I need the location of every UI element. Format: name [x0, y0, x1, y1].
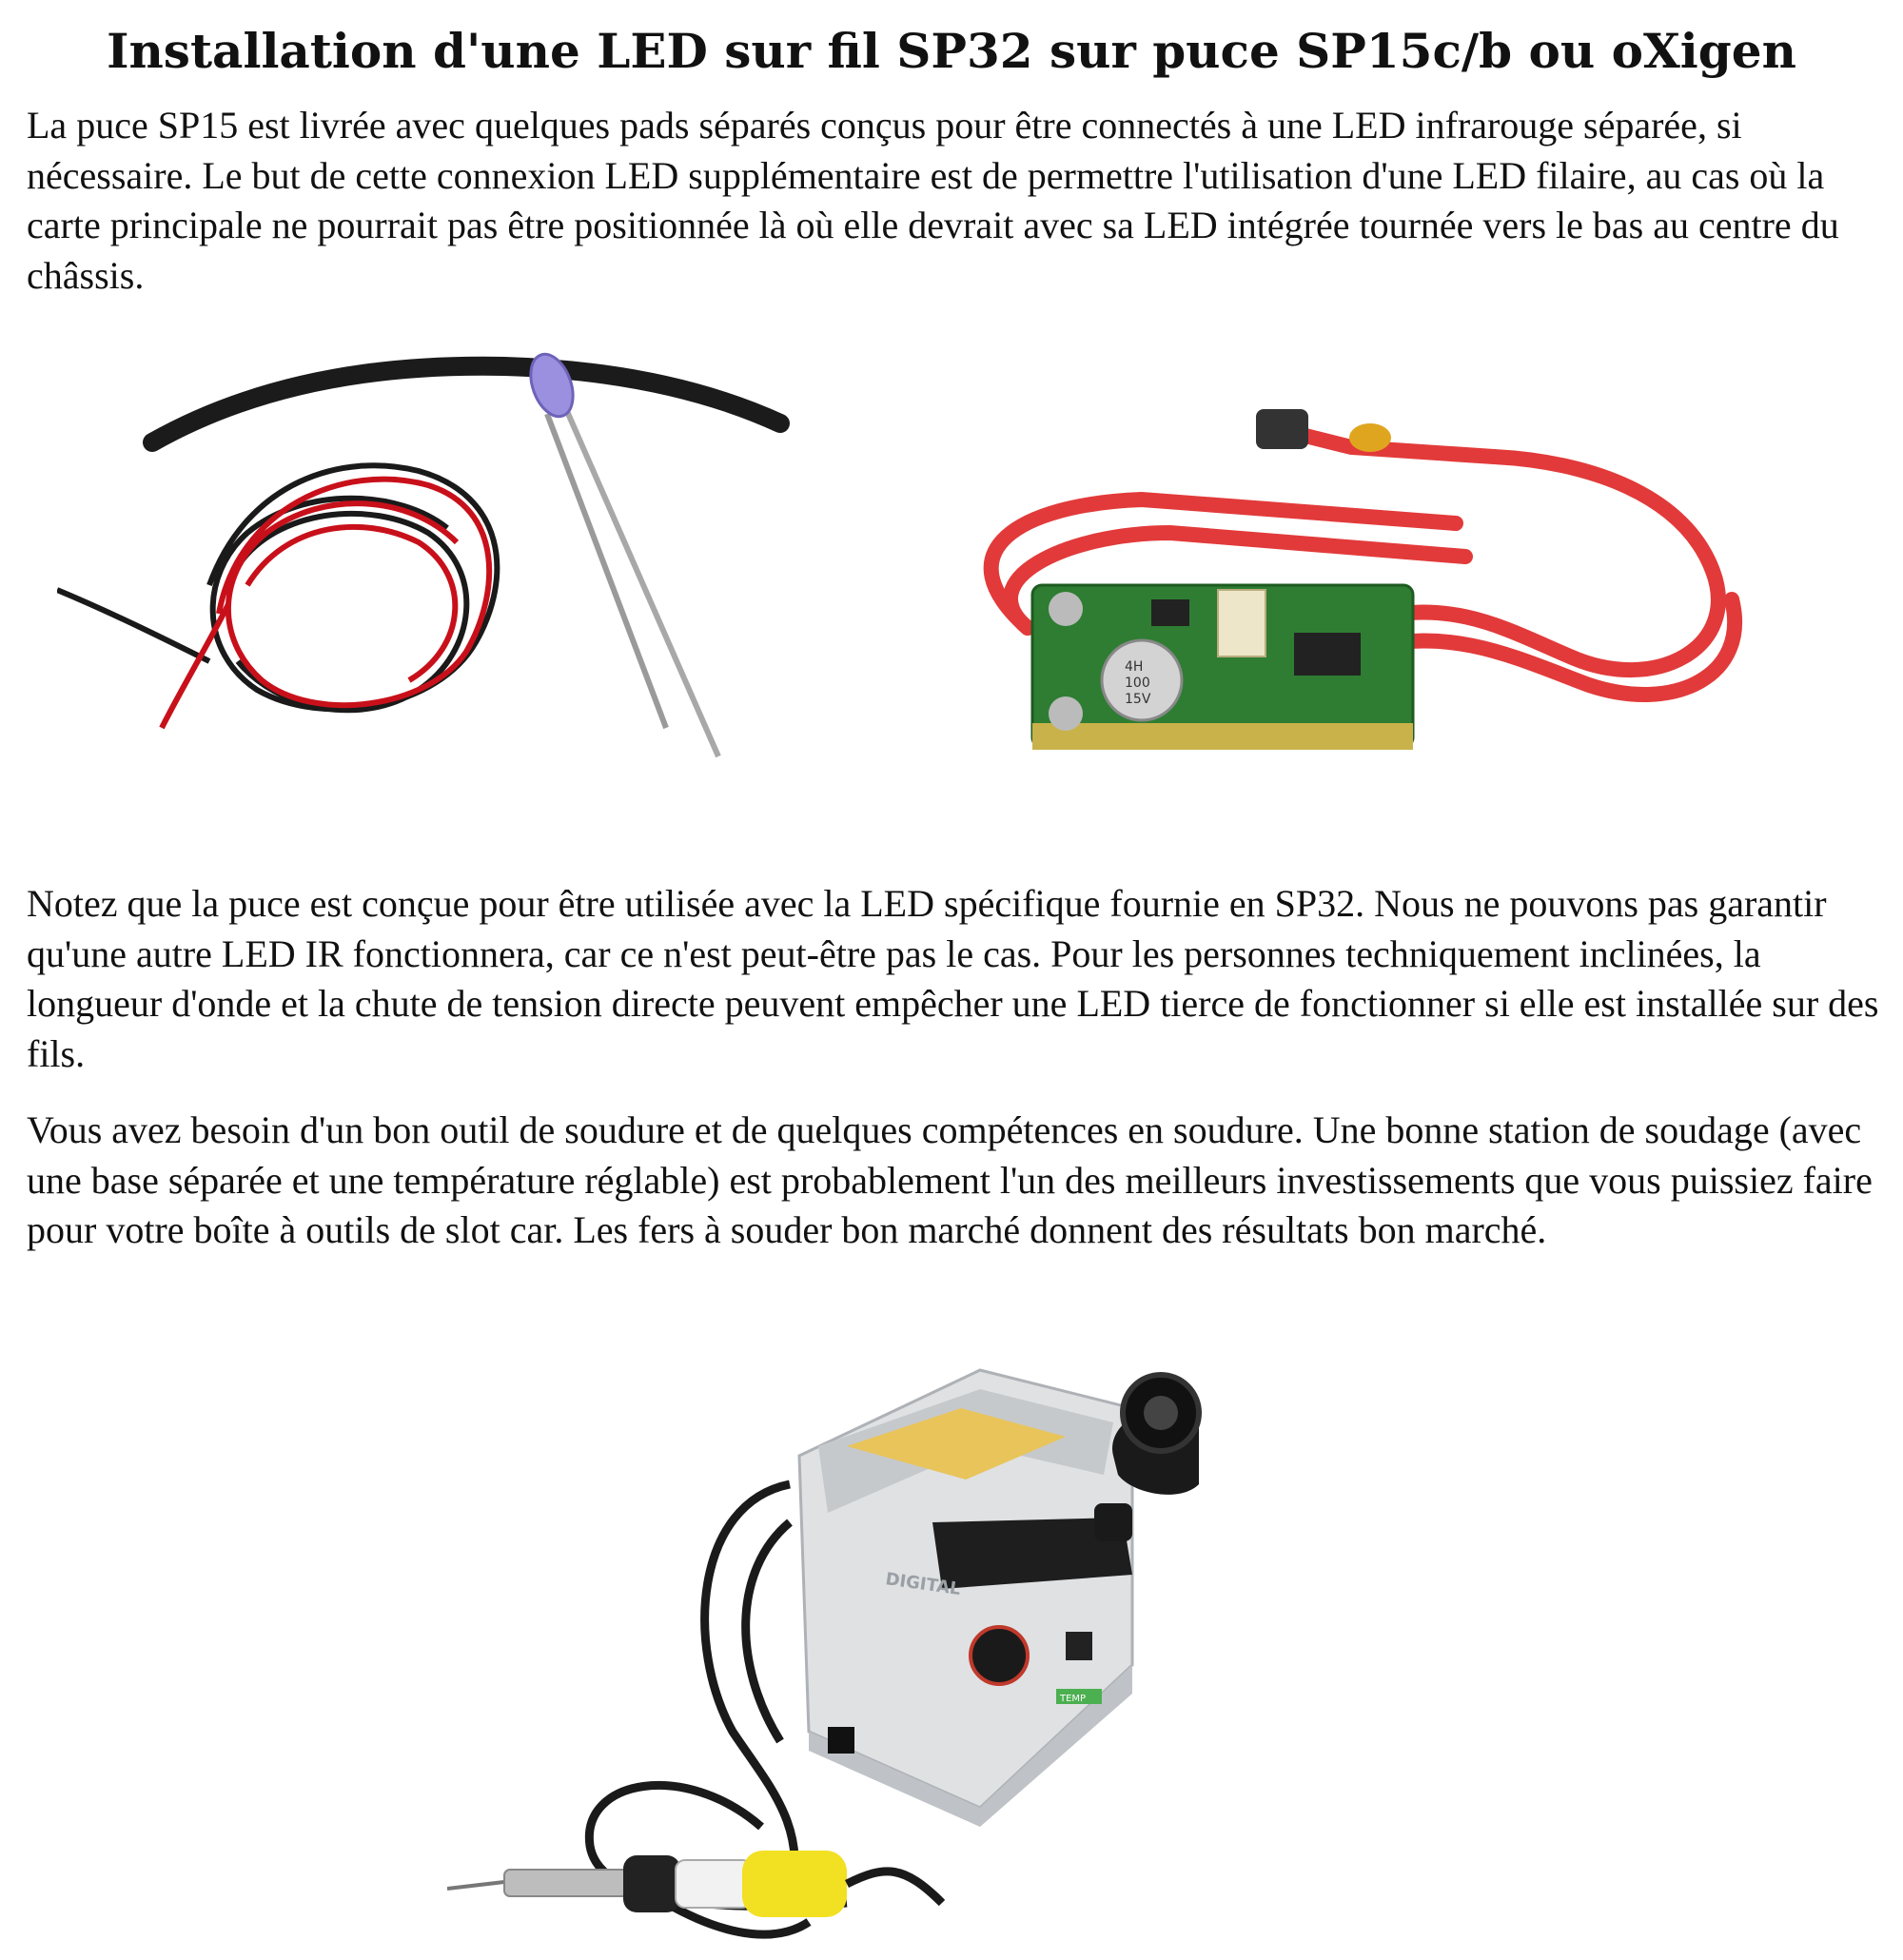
soldering-iron — [447, 1851, 942, 1917]
power-switch — [828, 1727, 854, 1754]
mode-switch — [1066, 1632, 1092, 1660]
temp-button-label: TEMP — [1060, 1694, 1087, 1704]
led-compatibility-paragraph: Notez que la puce est conçue pour être utilisée avec la LED spécifique fournie en SP32. Nous ne pouvons pas garantir qu'une autre LED IR fonctionnera, car ce n'est peut-être pas le cas. Pour les personnes techniquement inclinées, la longueur d'onde et la chute de tension directe peuvent empêcher une LED tierce de fonctionner si elle est installée sur des fils. — [27, 882, 1879, 1075]
sp15-chip-photo — [923, 409, 1751, 799]
black-wire-coil — [57, 465, 497, 710]
soldering-advice-paragraph: Vous avez besoin d'un bon outil de soudure et de quelques compétences en soudure. Une bonne station de soudage (avec une base séparée et une température réglable) est probablement l'un des meilleurs investissements que vous puissiez faire pour votre boîte à outils de slot car. Les fers à souder bon marché donnent des résultats bon marché. — [27, 1108, 1873, 1251]
station-body — [799, 1370, 1132, 1827]
temperature-knob — [971, 1627, 1028, 1684]
page-title: Installation d'une LED sur fil SP32 sur puce SP15c/b ou oXigen — [107, 23, 1796, 79]
intro-paragraph: La puce SP15 est livrée avec quelques pads séparés conçus pour être connectés à une LED infrarouge séparée, si nécessaire. Le but de cette connexion LED supplémentaire est de permettre l'utilisation d'une LED filaire, au cas où la carte principale ne pourrait pas être positionnée là où elle devrait avec sa LED intégrée tournée vers le bas au centre du châssis. — [27, 104, 1839, 297]
heat-shrink-tube — [152, 366, 780, 442]
led-component — [523, 348, 718, 756]
capacitor-label-2: 100 — [1125, 676, 1150, 691]
capacitor-label-1: 4H — [1125, 659, 1144, 675]
led-wire-kit-photo — [57, 328, 818, 775]
brand-label: DIGITAL — [884, 1569, 962, 1600]
soldering-station-photo — [447, 1332, 1456, 1960]
capacitor-label-3: 15V — [1125, 692, 1151, 707]
circuit-board — [1032, 585, 1413, 750]
